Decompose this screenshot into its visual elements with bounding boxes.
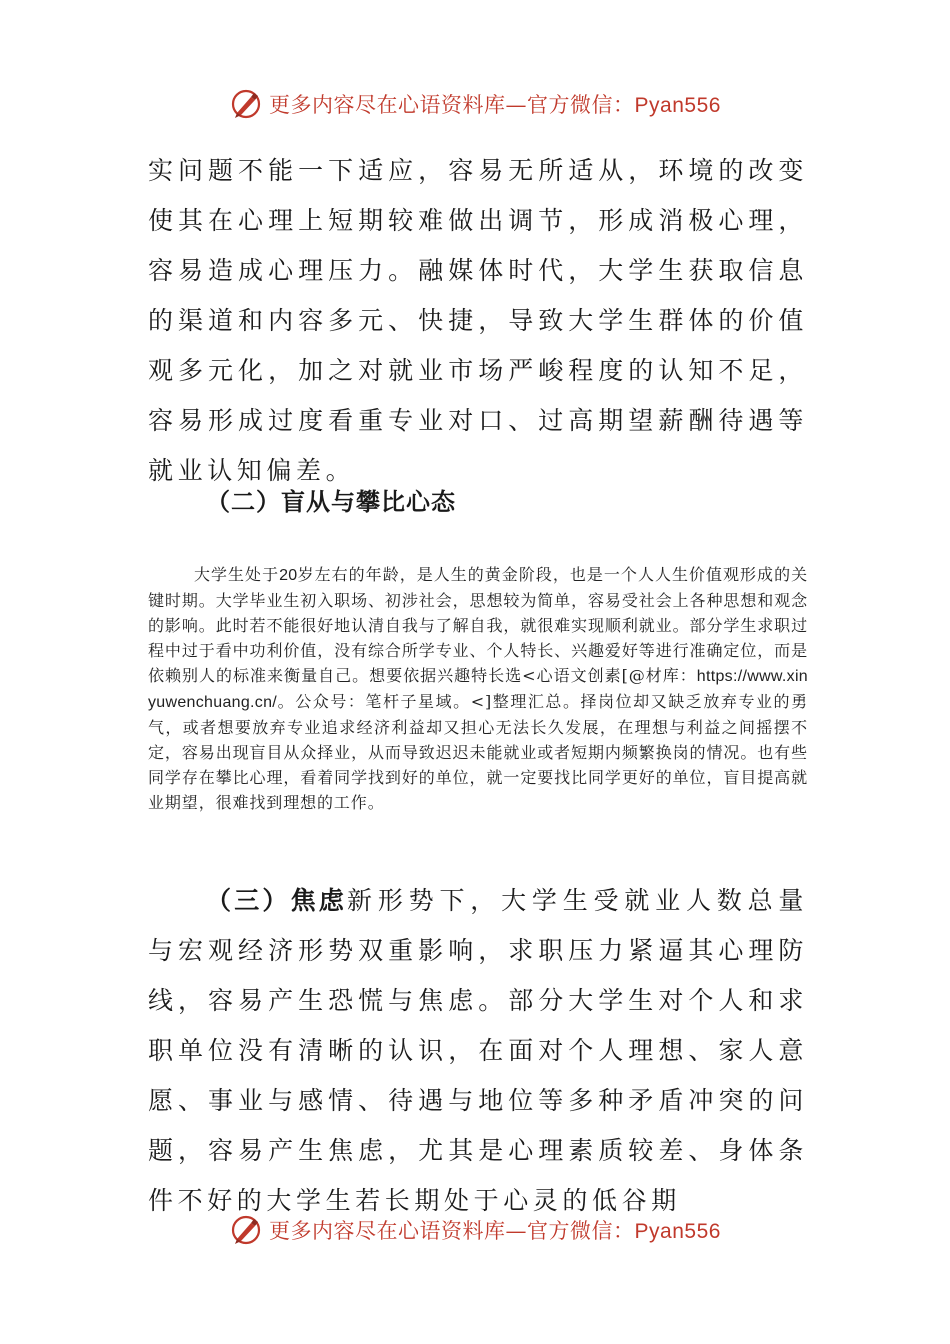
footer-banner [0,1210,950,1250]
section-heading-3: （三）焦虑 [206,886,348,915]
banner-text: 更多内容尽在心语资料库—官方微信：Pyan556 [269,93,721,117]
body-paragraph-3: （三）焦虑新形势下，大学生受就业人数总量与宏观经济形势双重影响，求职压力紧逼其心理防线，容易产生恐慌与焦虑。部分大学生对个人和求职单位没有清晰的认识，在面对个人理想、家人意愿、事业与感情、待遇与地位等多种矛盾冲突的问题，容易产生焦虑，尤其是心理素质较差、身体条件不好的大学生若长期处于心灵的低谷期 [148,886,808,1215]
body-paragraph-2: 大学生处于20岁左右的年龄，是人生的黄金阶段，也是一个人人生价值观形成的关键时期。大学毕业生初入职场、初涉社会，思想较为简单，容易受社会上各种思想和观念的影响。此时若不能很好地认清自我与了解自我，就很难实现顺利就业。部分学生求职过程中过于看中功利价值，没有综合所学专业、个人特长、兴趣爱好等进行准确定位，而是依赖别人的标准来衡量自己。想要依据兴趣特长选<心语文创素[@材库：https://www.xinyuwenchuang.cn/。公众号：笔杆子星域。<]整理汇总。择岗位却又缺乏放弃专业的勇气，或者想要放弃专业追求经济利益却又担心无法长久发展，在理想与利益之间摇摆不定，容易出现盲目从众择业，从而导致迟迟未能就业或者短期内频繁换岗的情况。也有些同学存在攀比心理，看着同学找到好的单位，就一定要找比同学更好的单位，盲目提高就业期望，很难找到理想的工作。 [148,565,808,812]
source-url: https://www.xinyuwenchuang.cn/ [148,668,808,711]
body-paragraph-1: 实问题不能一下适应，容易无所适从，环境的改变使其在心理上短期较难做出调节，形成消极心理，容易造成心理压力。融媒体时代，大学生获取信息的渠道和内容多元、快捷，导致大学生群体的价值观多元化，加之对就业市场严峻程度的认知不足，容易形成过度看重专业对口、过高期望薪酬待遇等就业认知偏差。 [148,156,808,485]
section-heading-2: （二）盲从与攀比心态 [206,488,456,516]
pen-logo-icon [229,87,263,121]
pen-logo-icon [229,1213,263,1247]
header-banner [0,84,950,124]
banner-text: 更多内容尽在心语资料库—官方微信：Pyan556 [269,1219,721,1243]
